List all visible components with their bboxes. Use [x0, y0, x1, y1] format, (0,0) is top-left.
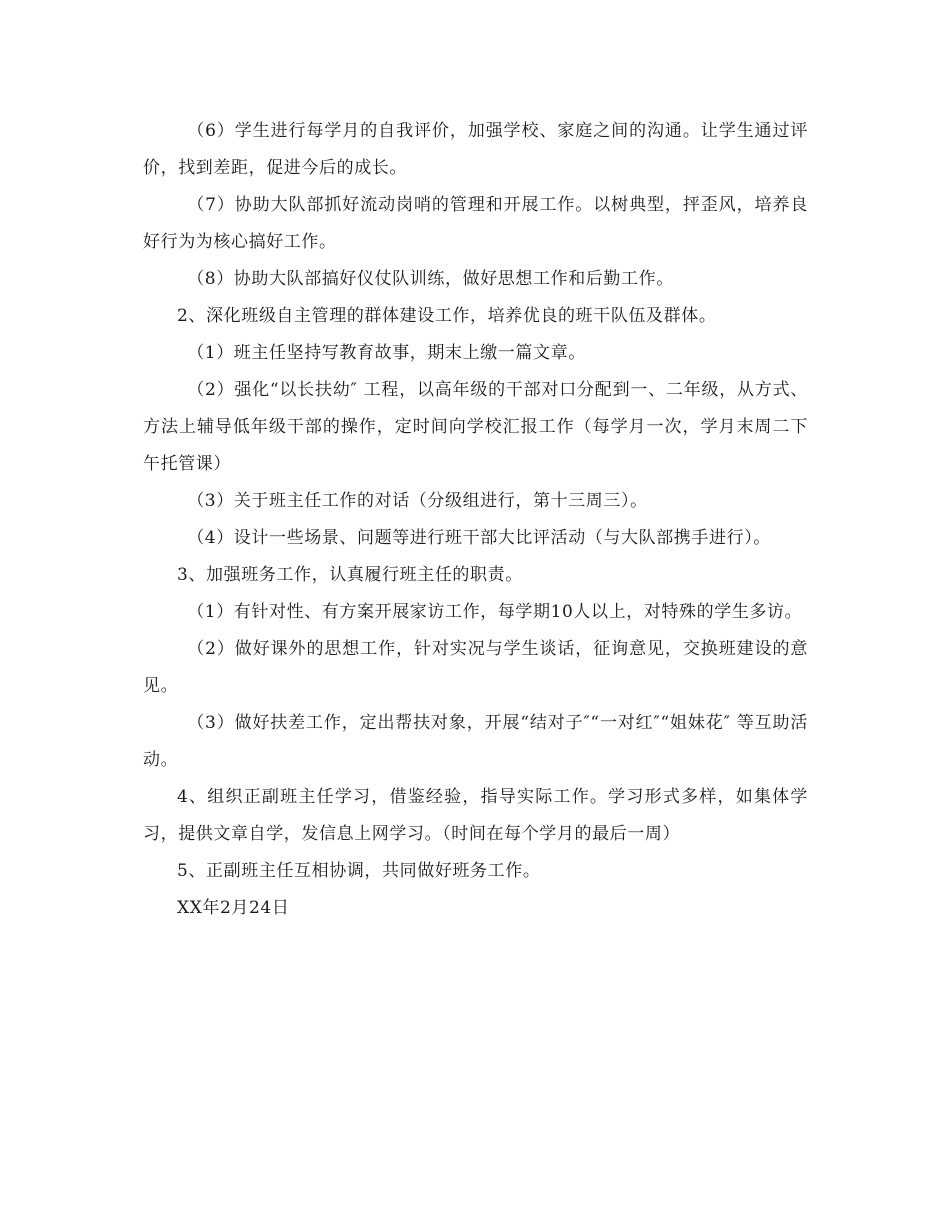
paragraph-item-2-1: （1）班主任坚持写教育故事，期末上缴一篇文章。 [187, 343, 586, 363]
paragraph-item-8: （8）协助大队部搞好仪仗队训练，做好思想工作和后勤工作。 [187, 269, 674, 289]
paragraph-item-3-2: （2）做好课外的思想工作，针对实况与学生谈话，征询意见，交换班建设的意见。 [143, 639, 808, 696]
paragraph-item-7: （7）协助大队部抓好流动岗哨的管理和开展工作。以树典型，抨歪风，培养良好行为为核心搞好工作。 [143, 195, 808, 252]
paragraph-item-6: （6）学生进行每学月的自我评价，加强学校、家庭之间的沟通。让学生通过评价，找到差距，促进今后的成长。 [143, 121, 808, 178]
section-heading-4: 4、组织正副班主任学习，借鉴经验，指导实际工作。学习形式多样，如集体学习，提供文章自学，发信息上网学习。（时间在每个学月的最后一周） [143, 787, 808, 844]
paragraph-item-3-3: （3）做好扶差工作，定出帮扶对象，开展“结对子″“一对红″“姐妹花″ 等互助活动。 [143, 713, 808, 770]
section-heading-3: 3、加强班务工作，认真履行班主任的职责。 [177, 565, 523, 585]
paragraph-item-3-1: （1）有针对性、有方案开展家访工作，每学期10人以上，对特殊的学生多访。 [187, 602, 803, 622]
document-body [143, 113, 808, 927]
section-heading-5: 5、正副班主任互相协调，共同做好班务工作。 [177, 861, 541, 881]
document-date: XX年2月24日 [177, 898, 290, 918]
section-heading-2: 2、深化班级自主管理的群体建设工作，培养优良的班干队伍及群体。 [177, 306, 717, 326]
paragraph-item-2-2: （2）强化“以长扶幼″ 工程，以高年级的干部对口分配到一、二年级，从方式、方法上辅导低年级干部的操作，定时间向学校汇报工作（每学月一次，学月末周二下午托管课） [143, 380, 808, 474]
paragraph-item-2-4: （4）设计一些场景、问题等进行班干部大比评活动（与大队部携手进行）。 [187, 528, 771, 548]
paragraph-item-2-3: （3）关于班主任工作的对话（分级组进行，第十三周三）。 [187, 491, 648, 511]
